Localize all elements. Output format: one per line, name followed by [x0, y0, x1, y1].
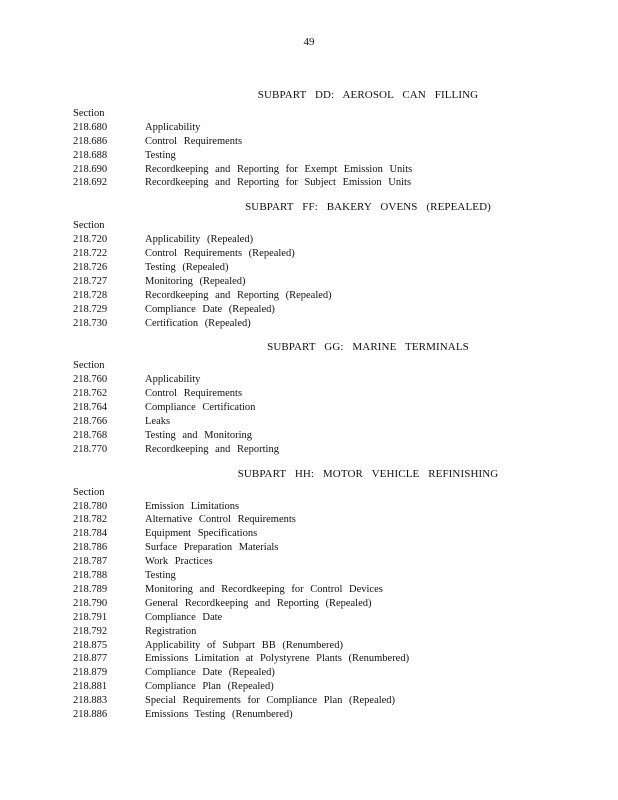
section-number: 218.786	[73, 542, 108, 554]
list-item	[73, 121, 573, 135]
section-label: Section	[73, 220, 105, 232]
section-number: 218.760	[73, 374, 108, 386]
list-item	[73, 275, 573, 289]
subpart-title: SUBPART GG: MARINE TERMINALS	[267, 341, 469, 354]
section-title: Recordkeeping and Reporting for Exempt Emission Units	[145, 163, 413, 175]
section-number: 218.782	[73, 514, 108, 526]
list-item	[73, 233, 573, 247]
list-item	[73, 387, 573, 401]
section-number: 218.792	[73, 625, 108, 637]
section-title: Compliance Date (Repealed)	[145, 667, 275, 679]
section-title: Applicability	[145, 121, 201, 133]
section-number: 218.764	[73, 402, 108, 414]
list-item	[73, 500, 573, 514]
section-title: Testing (Repealed)	[145, 262, 229, 274]
list-item	[73, 149, 573, 163]
section-number: 218.790	[73, 597, 108, 609]
section-number: 218.780	[73, 500, 108, 512]
list-item	[73, 527, 573, 541]
section-number: 218.690	[73, 163, 108, 175]
section-label: Section	[73, 108, 105, 119]
section-title: Certification (Repealed)	[145, 317, 251, 329]
section-title: Control Requirements (Repealed)	[145, 248, 295, 260]
section-title: Recordkeeping and Reporting for Subject Emission Units	[145, 177, 412, 189]
list-item	[73, 135, 573, 149]
section-number: 218.879	[73, 667, 108, 679]
section-number: 218.768	[73, 429, 108, 441]
list-item	[73, 401, 573, 415]
section-number: 218.686	[73, 135, 108, 147]
section-title: Surface Preparation Materials	[145, 542, 279, 554]
section-number: 218.886	[73, 708, 108, 720]
section-title: Special Requirements for Compliance Plan (Repealed)	[145, 695, 396, 707]
section-title: Testing and Monitoring	[145, 429, 253, 441]
section-label: Section	[73, 486, 105, 498]
section-number: 218.789	[73, 583, 108, 595]
list-item	[73, 373, 573, 387]
section-title: Compliance Plan (Repealed)	[145, 681, 274, 693]
list-item	[73, 680, 573, 694]
section-title: Applicability of Subpart BB (Renumbered)	[145, 639, 343, 651]
section-number: 218.788	[73, 570, 108, 582]
section-number: 218.692	[73, 177, 108, 189]
subpart-title: SUBPART FF: BAKERY OVENS (REPEALED)	[245, 201, 491, 214]
section-number: 218.766	[73, 416, 108, 428]
section-title: Control Requirements	[145, 135, 243, 147]
section-title: Compliance Date	[145, 611, 223, 623]
list-item	[73, 289, 573, 303]
list-item	[73, 694, 573, 708]
section-title: Registration	[145, 625, 197, 637]
section-number: 218.881	[73, 681, 108, 693]
section-number: 218.680	[73, 121, 108, 133]
section-number: 218.770	[73, 443, 108, 455]
section-number: 218.727	[73, 275, 108, 287]
list-item	[73, 639, 573, 653]
list-item	[73, 176, 573, 190]
section-number: 218.730	[73, 317, 108, 329]
list-item	[73, 652, 573, 666]
list-item	[73, 625, 573, 639]
section-number: 218.787	[73, 556, 108, 568]
subpart-hh	[73, 467, 573, 722]
list-item	[73, 163, 573, 177]
section-title: Work Practices	[145, 556, 213, 568]
section-title: Emissions Testing (Renumbered)	[145, 708, 293, 720]
list-item	[73, 247, 573, 261]
section-number: 218.688	[73, 149, 108, 161]
section-number: 218.762	[73, 388, 108, 400]
list-item	[73, 555, 573, 569]
section-title: Testing	[145, 149, 176, 161]
list-item	[73, 666, 573, 680]
section-number: 218.877	[73, 653, 108, 665]
section-number: 218.726	[73, 262, 108, 274]
section-number: 218.883	[73, 695, 108, 707]
section-title: Applicability (Repealed)	[145, 234, 254, 246]
section-title: Equipment Specifications	[145, 528, 258, 540]
section-title: Monitoring (Repealed)	[145, 275, 246, 287]
list-item	[73, 513, 573, 527]
section-title: Control Requirements	[145, 388, 243, 400]
list-item	[73, 317, 573, 331]
page-number: 49	[303, 36, 315, 48]
section-number: 218.728	[73, 289, 108, 301]
section-title: Leaks	[145, 416, 171, 428]
document-body	[73, 88, 573, 732]
subpart-gg	[73, 340, 573, 456]
section-title: Compliance Date (Repealed)	[145, 303, 275, 315]
section-number: 218.875	[73, 639, 108, 651]
section-title: Recordkeeping and Reporting (Repealed)	[145, 289, 332, 301]
section-number: 218.720	[73, 234, 108, 246]
section-title: Compliance Certification	[145, 402, 256, 414]
list-item	[73, 429, 573, 443]
section-title: Monitoring and Recordkeeping for Control Devices	[145, 583, 383, 595]
section-title: Recordkeeping and Reporting	[145, 443, 279, 455]
section-label: Section	[73, 360, 105, 372]
section-title: Alternative Control Requirements	[145, 514, 296, 526]
list-item	[73, 415, 573, 429]
section-number: 218.729	[73, 303, 108, 315]
list-item	[73, 443, 573, 457]
list-item	[73, 303, 573, 317]
subpart-title: SUBPART DD: AEROSOL CAN FILLING	[257, 89, 479, 101]
section-title: Testing	[145, 570, 176, 582]
list-item	[73, 569, 573, 583]
list-item	[73, 708, 573, 722]
subpart-title: SUBPART HH: MOTOR VEHICLE REFINISHING	[237, 467, 499, 480]
subpart-dd	[73, 88, 573, 190]
section-title: Applicability	[145, 374, 201, 386]
list-item	[73, 611, 573, 625]
section-number: 218.784	[73, 528, 108, 540]
section-number: 218.722	[73, 248, 108, 260]
list-item	[73, 597, 573, 611]
list-item	[73, 541, 573, 555]
list-item	[73, 261, 573, 275]
subpart-ff	[73, 200, 573, 330]
section-title: Emissions Limitation at Polystyrene Plants (Renumbered)	[145, 653, 410, 665]
section-title: Emission Limitations	[145, 500, 240, 512]
section-title: General Recordkeeping and Reporting (Repealed)	[145, 597, 372, 609]
section-number: 218.791	[73, 611, 108, 623]
list-item	[73, 583, 573, 597]
